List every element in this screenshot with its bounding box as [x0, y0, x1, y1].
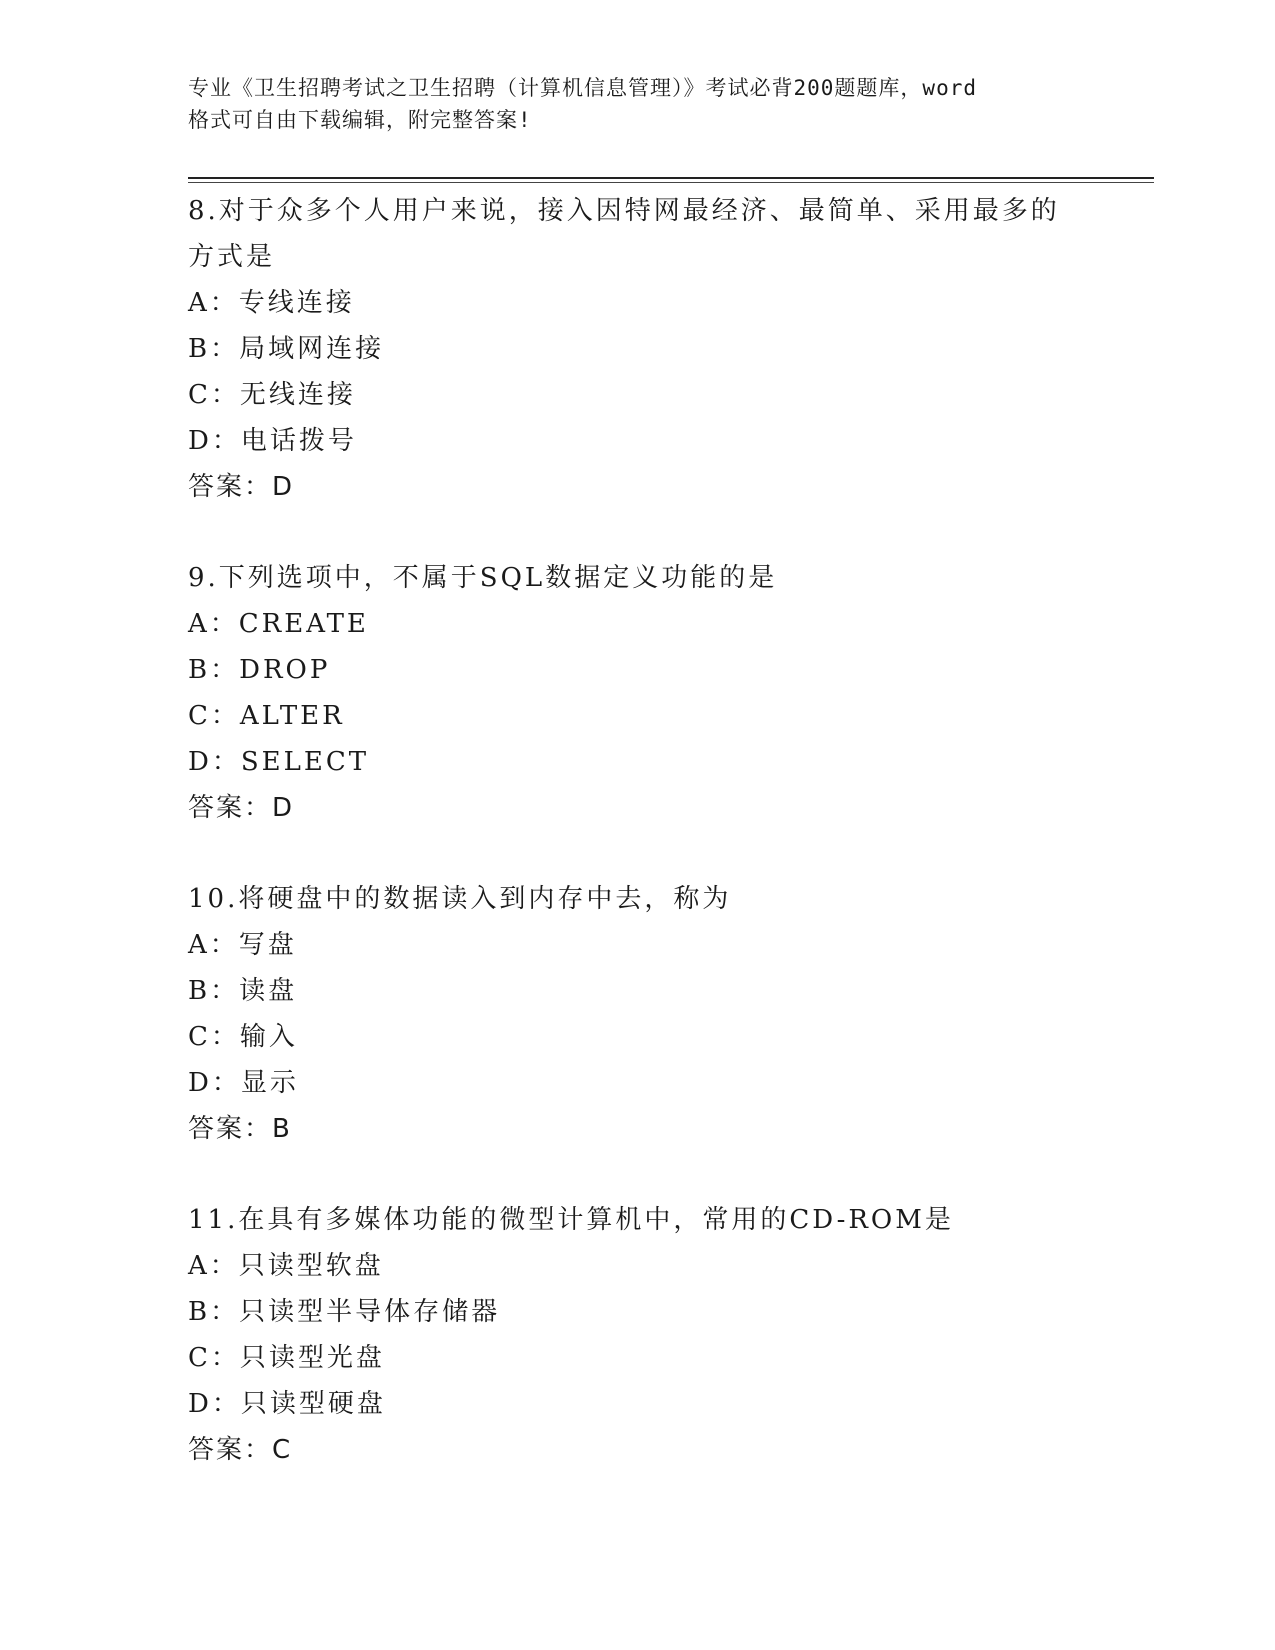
question-8 — [188, 188, 1088, 510]
option-d: D：只读型硬盘 — [188, 1389, 386, 1419]
header-line-2: 格式可自由下载编辑，附完整答案! — [188, 108, 532, 132]
option-d: D：电话拨号 — [188, 426, 357, 456]
option-c: C：无线连接 — [188, 380, 356, 410]
option-b: B：局域网连接 — [188, 334, 385, 364]
question-list — [188, 188, 1088, 1518]
question-stem: 9.下列选项中，不属于SQL数据定义功能的是 — [188, 563, 778, 593]
header-line-1: 专业《卫生招聘考试之卫生招聘（计算机信息管理）》考试必背200题题库，word — [188, 76, 977, 100]
option-c: C：只读型光盘 — [188, 1343, 385, 1373]
question-10 — [188, 876, 1088, 1152]
question-11 — [188, 1197, 1088, 1473]
option-b: B：只读型半导体存储器 — [188, 1297, 501, 1327]
option-c: C：输入 — [188, 1022, 298, 1052]
option-a: A：CREATE — [188, 609, 369, 639]
option-a: A：写盘 — [188, 930, 297, 960]
answer-line: 答案：B — [188, 1114, 292, 1144]
header-divider-thin — [188, 182, 1154, 183]
option-c: C：ALTER — [188, 701, 345, 731]
option-a: A：专线连接 — [188, 288, 355, 318]
option-a: A：只读型软盘 — [188, 1251, 384, 1281]
question-stem: 10.将硬盘中的数据读入到内存中去，称为 — [188, 884, 732, 914]
header-divider-thick — [188, 177, 1154, 179]
answer-line: 答案：C — [188, 1435, 293, 1465]
answer-line: 答案：D — [188, 472, 295, 502]
document-header — [188, 72, 1088, 136]
question-9 — [188, 555, 1088, 831]
option-b: B：DROP — [188, 655, 331, 685]
answer-line: 答案：D — [188, 793, 295, 823]
question-stem: 8.对于众多个人用户来说，接入因特网最经济、最简单、采用最多的方式是 — [188, 196, 1060, 272]
option-d: D：显示 — [188, 1068, 299, 1098]
option-d: D：SELECT — [188, 747, 370, 777]
option-b: B：读盘 — [188, 976, 298, 1006]
question-stem: 11.在具有多媒体功能的微型计算机中，常用的CD-ROM是 — [188, 1205, 954, 1235]
